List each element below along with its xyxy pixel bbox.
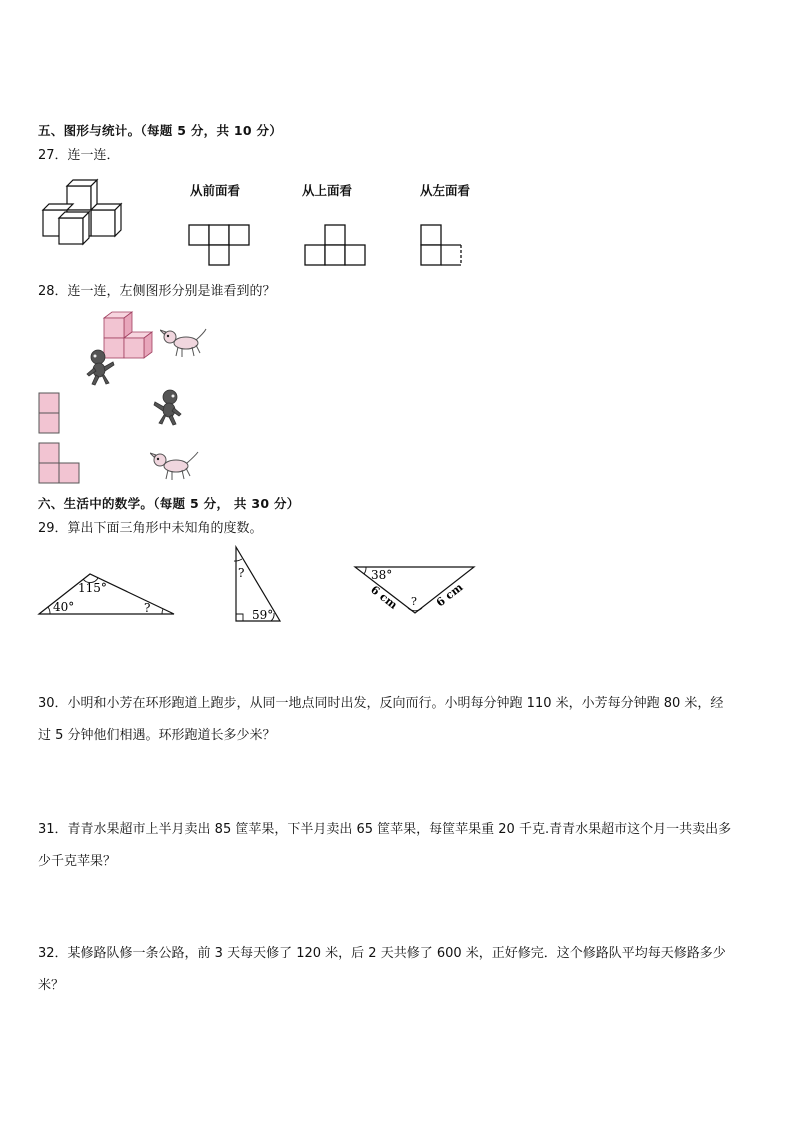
q27-cube-figure bbox=[40, 178, 130, 248]
triangle-3 bbox=[352, 563, 478, 617]
q30-line-2: 过 5 分钟他们相遇。环形跑道长多少米？ bbox=[38, 728, 276, 743]
triangle-1-top-angle: 115° bbox=[78, 581, 107, 595]
q32-line-2: 米？ bbox=[38, 978, 65, 993]
view-label-left: 从左面看 bbox=[420, 183, 471, 198]
triangle-3-unknown-angle: ? bbox=[411, 595, 417, 608]
q28-text: 28．连一连，左侧图形分别是谁看到的？ bbox=[38, 284, 276, 299]
dog-figure-bottom bbox=[150, 448, 200, 482]
triangle-3-top-left-angle: 38° bbox=[371, 568, 393, 582]
q32-line-1: 32．某修路队修一条公路，前 3 天每天修了 120 米，后 2 天共修了 600 米，正好修完．这个修路队平均每天修路多少 bbox=[38, 946, 726, 961]
view-shape-left bbox=[419, 222, 469, 268]
q31-line-2: 少千克苹果？ bbox=[38, 854, 117, 869]
q28-shape-1 bbox=[37, 391, 63, 437]
q31-line-1: 31．青青水果超市上半月卖出 85 筐苹果，下半月卖出 65 筐苹果，每筐苹果重 20 千克.青青水果超市这个月一共卖出多 bbox=[38, 822, 732, 837]
section-5-title: 五、图形与统计。（每题 5 分，共 10 分） bbox=[38, 123, 283, 138]
q31-text bbox=[38, 814, 768, 878]
view-shape-top bbox=[303, 222, 369, 268]
monkey-figure-middle bbox=[152, 388, 186, 426]
triangle-2-top-angle: ? bbox=[238, 566, 245, 580]
section-6-title: 六、生活中的数学。（每题 5 分， 共 30 分） bbox=[38, 496, 300, 511]
view-label-front: 从前面看 bbox=[190, 183, 241, 198]
triangle-1-left-angle: 40° bbox=[53, 600, 75, 614]
view-shape-front bbox=[187, 222, 257, 268]
q30-text bbox=[38, 688, 768, 752]
monkey-figure-top bbox=[84, 348, 116, 386]
q27-text: 27．连一连． bbox=[38, 148, 120, 163]
view-label-top: 从上面看 bbox=[302, 183, 353, 198]
triangle-1-unknown-angle: ? bbox=[144, 601, 151, 615]
triangle-2-bottom-angle: 59° bbox=[252, 608, 274, 622]
dog-figure-top bbox=[160, 325, 208, 359]
triangle-2 bbox=[228, 543, 284, 625]
triangle-1 bbox=[36, 568, 178, 620]
q28-shape-2 bbox=[37, 441, 83, 487]
triangle-3-left-side: 6 cm bbox=[368, 583, 400, 612]
q29-text: 29．算出下面三角形中未知角的度数。 bbox=[38, 521, 263, 536]
triangle-3-right-side: 6 cm bbox=[433, 580, 466, 610]
q32-text bbox=[38, 938, 768, 1002]
q30-line-1: 30．小明和小芳在环形跑道上跑步，从同一地点同时出发，反向而行。小明每分钟跑 110 米，小芳每分钟跑 80 米，经 bbox=[38, 696, 724, 711]
